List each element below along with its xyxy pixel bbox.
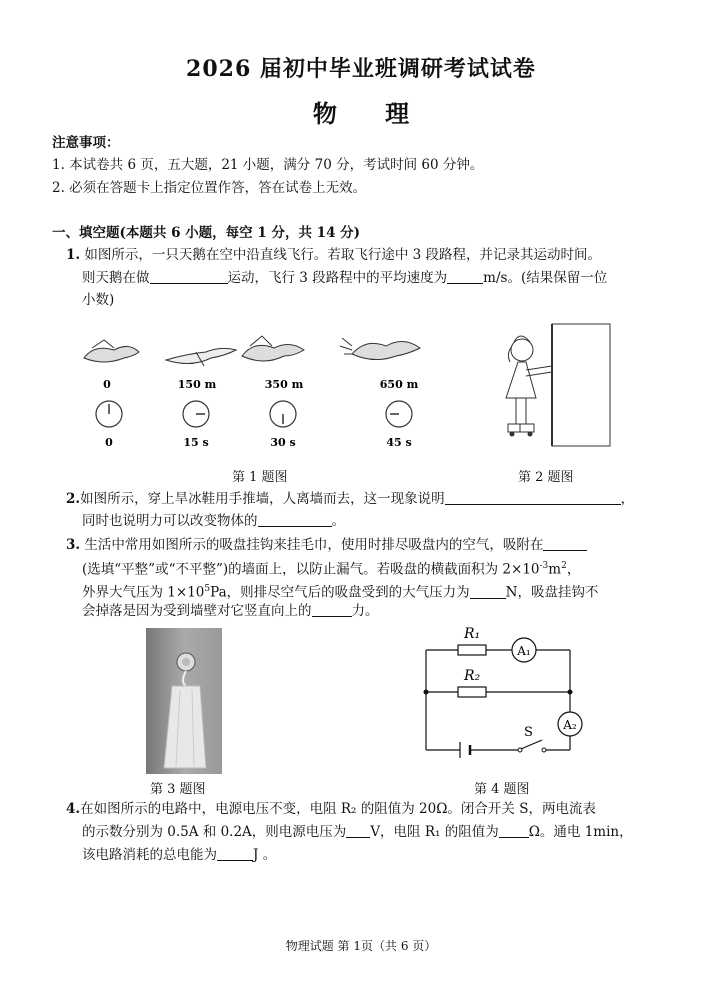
- clock-icon: [183, 401, 209, 427]
- q3-exponent-3: 5: [204, 584, 211, 594]
- q4-text-2c: Ω。通电 1min，: [528, 824, 633, 840]
- q1-text-1: 如图所示，一只天鹅在空中沿直线飞行。若取飞行途中 3 段路程，并记录其运动时间。: [84, 247, 602, 263]
- clock-icon: [386, 401, 412, 427]
- q4-blank-energy[interactable]: [217, 846, 253, 861]
- swan-icon: [340, 338, 420, 360]
- q3-line-4: [82, 602, 379, 620]
- a2-label: A₂: [563, 718, 577, 732]
- q4-line-3: [82, 846, 276, 864]
- q3-text-2a: (选填“平整”或“不平整”)的墙面上，以防止漏气。若吸盘的横截面积为 2×10: [82, 561, 540, 578]
- clock-icon: [96, 401, 122, 427]
- q1-line-3: 小数): [82, 292, 115, 308]
- q3-text-3c: N，吸盘挂钩不: [505, 584, 599, 601]
- q4-text-1: 在如图所示的电路中，电源电压不变，电阻 R₂ 的阻值为 20Ω。闭合开关 S，两电流表: [80, 801, 596, 817]
- swan-icon: [242, 336, 304, 361]
- junction-dot: [424, 690, 429, 695]
- r2-label: R₂: [464, 668, 481, 684]
- section-1-heading: 一、填空题(本题共 6 小题，每空 1 分，共 14 分): [52, 225, 361, 241]
- q3-blank-3[interactable]: [312, 602, 352, 617]
- fig4-circuit-diagram: [420, 620, 590, 770]
- towel-icon: [164, 686, 206, 768]
- q3-exponent-2: 2: [561, 561, 567, 571]
- q1-text-2b: 运动，飞行 3 段路程中的平均速度为: [227, 270, 448, 286]
- q1-line-2: [82, 269, 607, 287]
- distance-label: 0: [103, 378, 111, 391]
- time-label: 30 s: [270, 436, 296, 449]
- q4-text-3b: J 。: [253, 847, 277, 863]
- q2-text-2b: 。: [331, 513, 345, 529]
- switch-icon: [518, 740, 546, 752]
- page-footer: 物理试题 第 1页（共 6 页）: [285, 939, 437, 953]
- q1-blank-speed[interactable]: [447, 269, 483, 284]
- q2-text-1-end: ，: [620, 491, 635, 507]
- q4-text-3a: 该电路消耗的总电能为: [82, 847, 217, 863]
- q3-blank-1[interactable]: [543, 536, 587, 551]
- distance-label: 350 m: [264, 378, 304, 391]
- fig2-girl-pushing-wall: [484, 320, 614, 450]
- q4-number: 4.: [66, 801, 81, 817]
- fig1-swan-figure: [72, 322, 452, 452]
- q3-line-3: [82, 580, 598, 602]
- q3-text-4b: 力。: [351, 603, 379, 619]
- swan-icon: [84, 340, 139, 362]
- q3-number: 3.: [66, 537, 81, 553]
- q2-blank-1[interactable]: [445, 490, 621, 505]
- q4-text-2b: V，电阻 R₁ 的阻值为: [370, 824, 499, 840]
- q4-line-1: [66, 800, 596, 818]
- fig2-caption: 第 2 题图: [518, 470, 574, 485]
- r1-label: R₁: [464, 626, 481, 642]
- exam-title: 2026 届初中毕业班调研考试试卷: [186, 56, 536, 82]
- subject-title: 物 理: [312, 99, 410, 128]
- q3-text-1: 生活中常用如图所示的吸盘挂钩来挂毛巾，使用时排尽吸盘内的空气，吸附在: [84, 537, 544, 553]
- clock-icon: [270, 401, 296, 427]
- fig1-caption: 第 1 题图: [232, 470, 288, 485]
- q1-text-2a: 则天鹅在做: [82, 270, 150, 286]
- q2-blank-2[interactable]: [258, 512, 332, 527]
- q3-text-4a: 会掉落是因为受到墙壁对它竖直向上的: [82, 603, 312, 619]
- notice-item-2: 2. 必须在答题卡上指定位置作答，答在试卷上无效。: [52, 180, 367, 196]
- fig3-caption: 第 3 题图: [150, 782, 206, 797]
- notice-heading: 注意事项：: [52, 135, 120, 151]
- swan-icon: [166, 348, 236, 366]
- q4-text-2a: 的示数分别为 0.5A 和 0.2A，则电源电压为: [82, 824, 347, 840]
- battery-icon: [460, 742, 470, 758]
- distance-label: 150 m: [177, 378, 217, 391]
- resistor-r1-icon: [458, 645, 486, 655]
- q3-exponent-1: -3: [539, 561, 549, 571]
- q1-text-2c: m/s。(结果保留一位: [483, 270, 608, 286]
- notice-item-1: 1. 本试卷共 6 页，五大题，21 小题，满分 70 分，考试时间 60 分钟。: [52, 157, 484, 173]
- q1-line-1: [66, 246, 601, 264]
- a1-label: A₁: [517, 644, 531, 658]
- q4-blank-resistance[interactable]: [499, 823, 529, 838]
- q1-number: 1.: [66, 247, 81, 263]
- q3-text-2c: ，: [566, 561, 581, 578]
- q2-number: 2.: [66, 491, 81, 507]
- q3-text-3a: 外界大气压为 1×10: [82, 584, 205, 601]
- fig3-suction-hook-photo: [146, 628, 222, 774]
- resistor-r2-icon: [458, 687, 486, 697]
- time-label: 0: [105, 436, 113, 449]
- q3-text-3b: Pa，则排尽空气后的吸盘受到的大气压力为: [210, 584, 470, 601]
- distance-label: 650 m: [379, 378, 419, 391]
- time-label: 15 s: [183, 436, 209, 449]
- q3-line-1: [66, 536, 587, 554]
- fig4-caption: 第 4 题图: [474, 782, 530, 797]
- q2-text-2a: 同时也说明力可以改变物体的: [82, 513, 258, 529]
- q4-blank-voltage[interactable]: [346, 823, 370, 838]
- q3-line-2: [82, 557, 580, 579]
- girl-figure-icon: [506, 336, 552, 437]
- q1-blank-motion[interactable]: [150, 269, 228, 284]
- switch-label: S: [524, 725, 533, 740]
- junction-dot: [568, 690, 573, 695]
- q4-line-2: [82, 823, 633, 841]
- q2-line-2: [82, 512, 345, 530]
- q2-text-1: 如图所示，穿上旱冰鞋用手推墙，人离墙而去，这一现象说明: [80, 491, 445, 507]
- q3-blank-2[interactable]: [470, 584, 506, 599]
- q2-line-1: [66, 490, 634, 508]
- q3-text-2b: m: [548, 561, 562, 578]
- time-label: 45 s: [386, 436, 412, 449]
